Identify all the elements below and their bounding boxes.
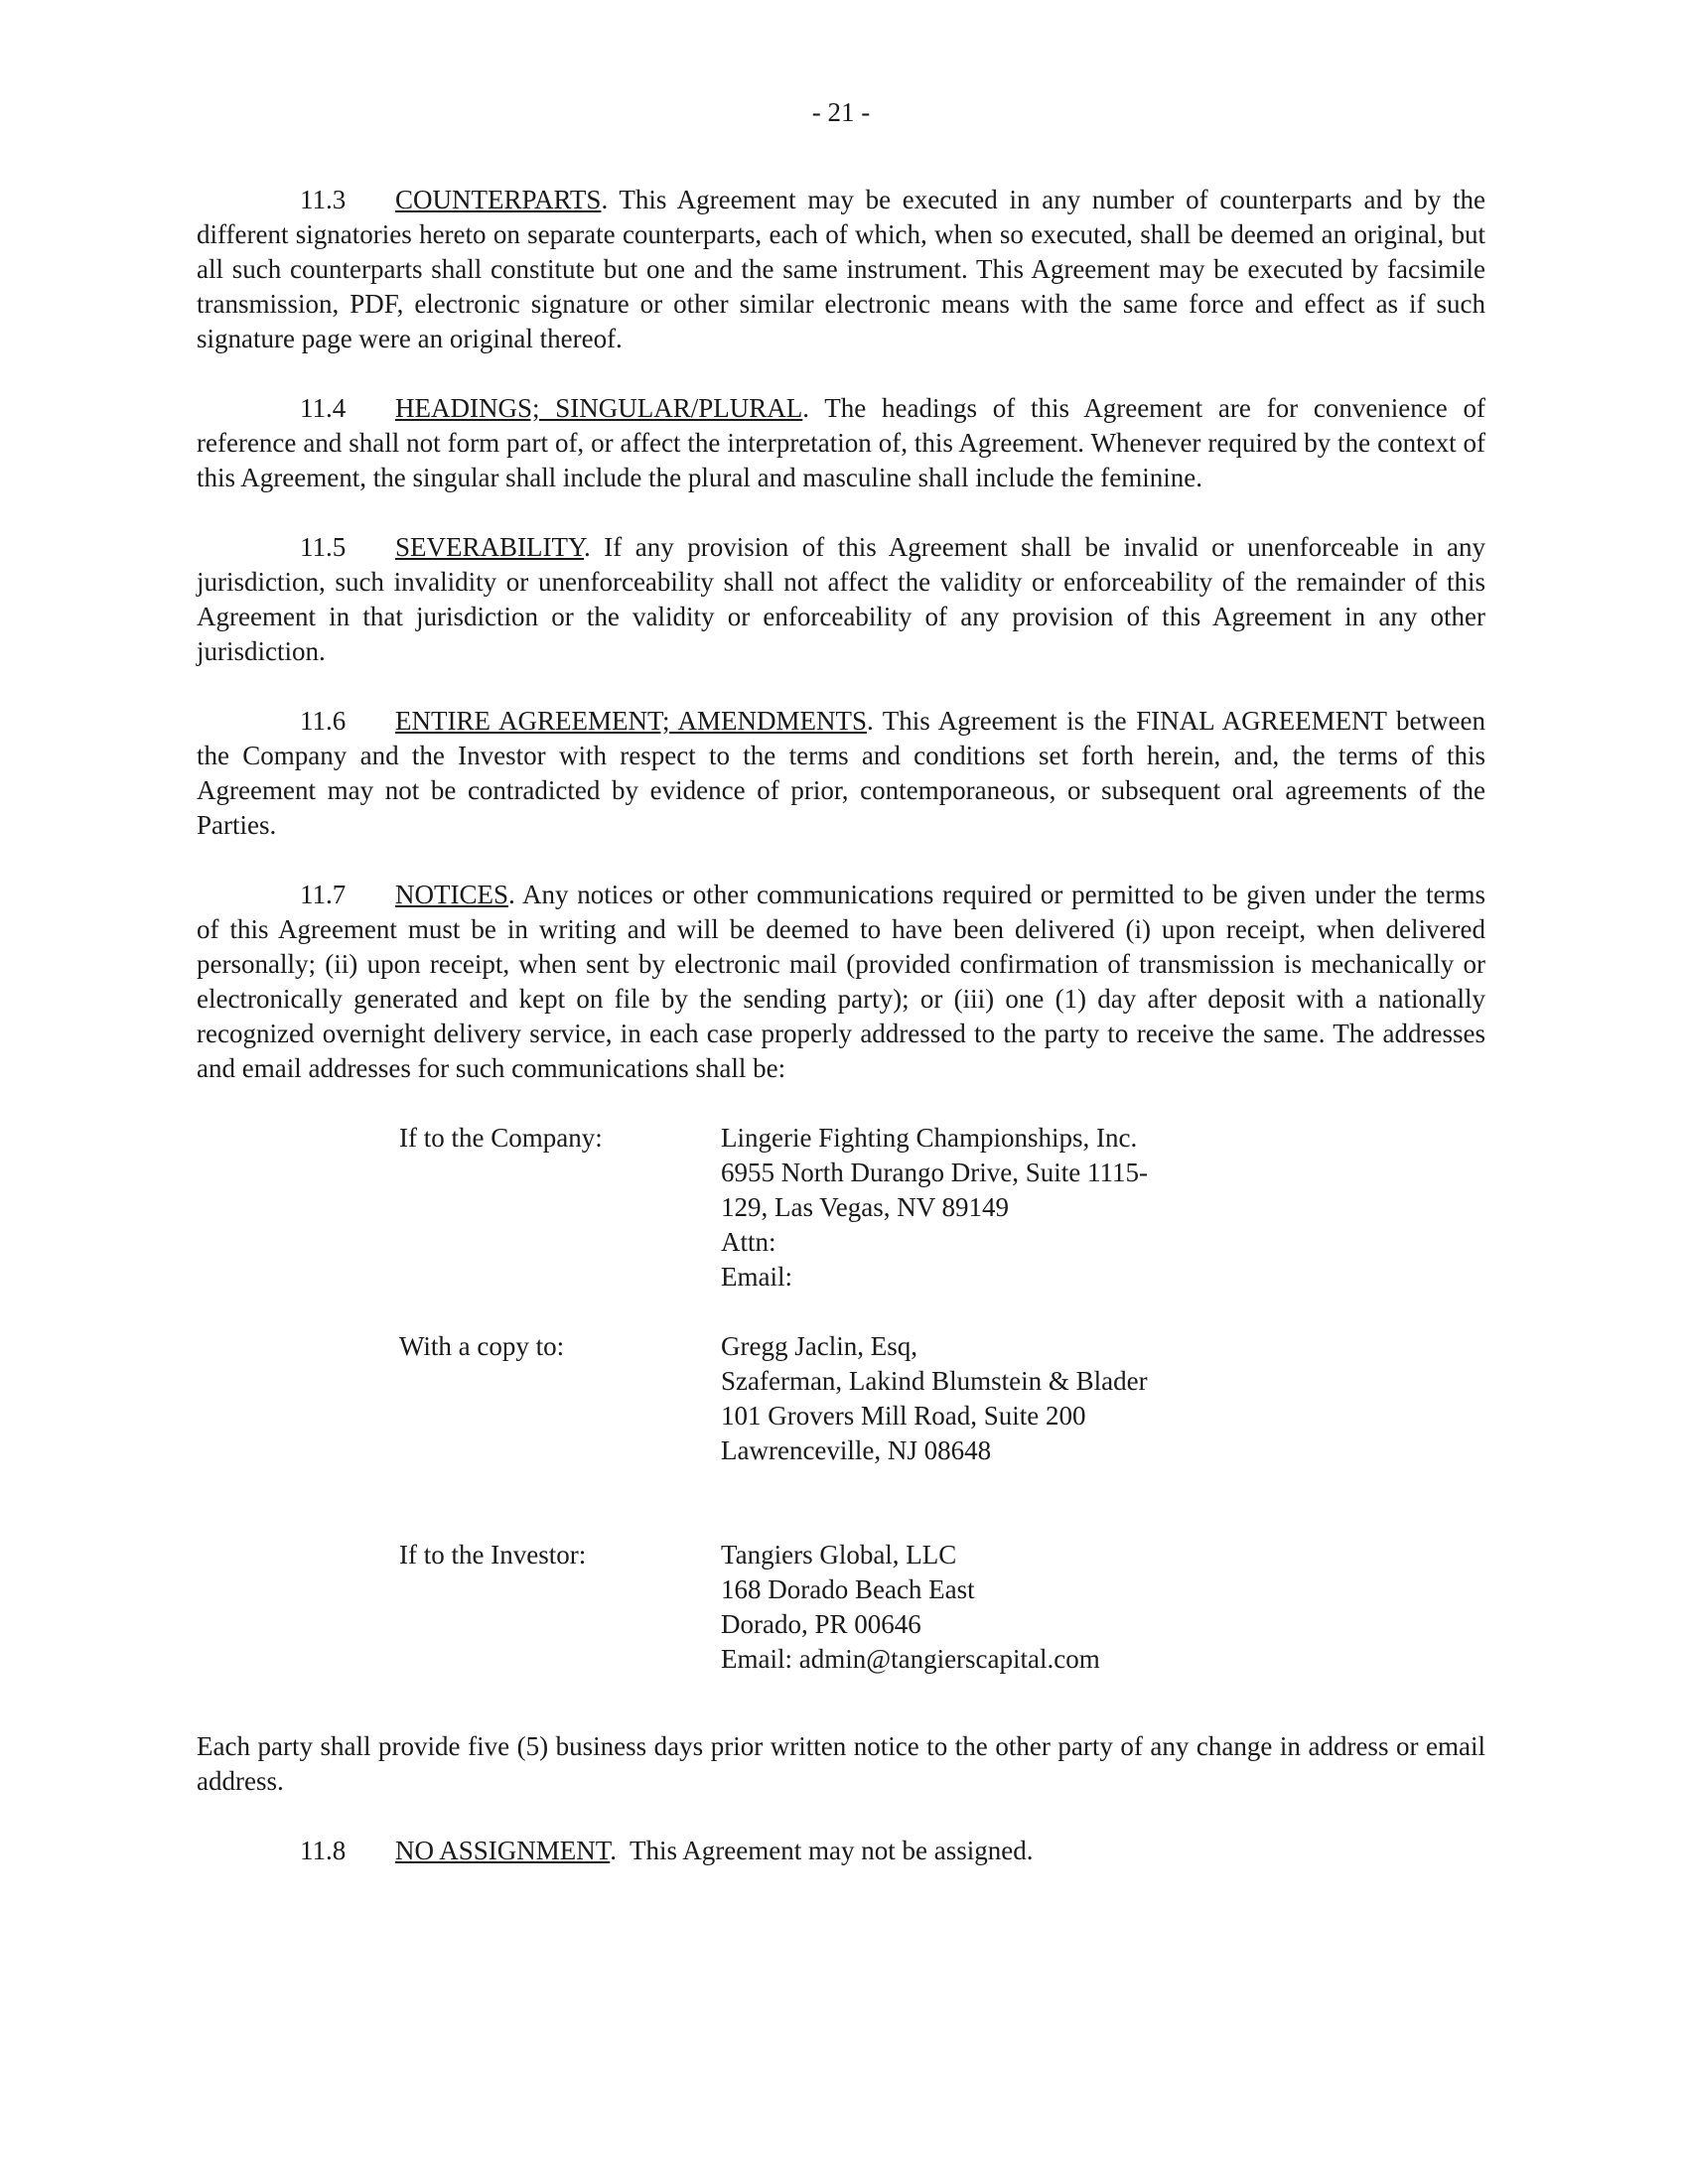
section-number: 11.8 [300,1836,347,1865]
address-line: 129, Las Vegas, NV 89149 [721,1192,1009,1222]
section-number: 11.7 [300,880,347,909]
section-text: . Any notices or other communications required or permitted to be given under the terms of this Agreement must be in writing and will be deemed to have been delivered (i) upon receipt, when delivered personally; (ii) upon receipt, when sent by electronic mail (provided confirmation of transmission is mechanically or electronically generated and kept on file by the sending party); or (iii) one (1) day after deposit with a nationally recognized overnight delivery service, in each case properly addressed to the party to receive the same. The addresses and email addresses for such communications shall be: [197,880,1485,1083]
address-investor [197,1538,1485,1677]
section-11-5 [197,530,1485,669]
section-heading: ENTIRE AGREEMENT; AMENDMENTS [395,706,867,736]
section-text: . If any provision of this Agreement shall be invalid or unenforceable in any jurisdiction, such invalidity or unenforceability shall not affect the validity or enforceability of the remainder of this Agreement in that jurisdiction or the validity or enforceability of any provision of this Agreement in any other jurisdiction. [197,532,1485,666]
section-11-3 [197,183,1485,356]
address-line: Email: [721,1262,792,1292]
section-11-7 [197,878,1485,1086]
notice-addresses [197,1121,1485,1677]
section-11-4 [197,391,1485,495]
address-line: Lingerie Fighting Championships, Inc. [721,1123,1138,1153]
address-line: Lawrenceville, NJ 08648 [721,1435,992,1465]
section-heading: NO ASSIGNMENT [395,1836,611,1865]
address-line: Szaferman, Lakind Blumstein & Blader [721,1366,1148,1396]
address-label: With a copy to: [399,1331,565,1361]
address-line: Email: admin@tangierscapital.com [721,1644,1100,1674]
address-label: If to the Company: [399,1123,603,1153]
address-line: Dorado, PR 00646 [721,1609,921,1639]
section-number: 11.6 [300,706,347,736]
section-number: 11.4 [300,393,347,423]
section-11-8 [197,1834,1485,1868]
address-lines [721,1121,1237,1295]
notice-change-paragraph: Each party shall provide five (5) business days prior written notice to the other party of any change in address or email address. [197,1731,1485,1796]
address-line: 6955 North Durango Drive, Suite 1115- [721,1158,1148,1187]
section-number: 11.5 [300,532,347,562]
address-copy [197,1329,1485,1468]
section-text: . This Agreement is the FINAL AGREEMENT between the Company and the Investor with respect to the terms and conditions set forth herein, and, the terms of this Agreement may not be contradicted by evidence of prior, contemporaneous, or subsequent oral agreements of the Parties. [197,706,1485,840]
section-heading: HEADINGS; SINGULAR/PLURAL [395,393,803,423]
section-number: 11.3 [300,185,347,214]
address-line: Tangiers Global, LLC [721,1540,957,1570]
address-line: 168 Dorado Beach East [721,1574,975,1604]
document-page [197,95,1485,1903]
address-line: Attn: [721,1227,776,1257]
address-label: If to the Investor: [399,1540,587,1570]
page-number: - 21 - [811,97,871,127]
address-company [197,1121,1485,1295]
section-text: . The headings of this Agreement are for convenience of reference and shall not form part of, or affect the interpretation of, this Agreement. Whenever required by the context of this Agreement, the singular shall include the plural and masculine shall include the feminine. [197,393,1485,492]
section-text: . This Agreement may be executed in any number of counterparts and by the different signatories hereto on separate counterparts, each of which, when so executed, shall be deemed an original, but all such counterparts shall constitute but one and the same instrument. This Agreement may be executed by facsimile transmission, PDF, electronic signature or other similar electronic means with the same force and effect as if such signature page were an original thereof. [197,185,1485,353]
section-text: . This Agreement may not be assigned. [610,1836,1034,1865]
address-lines [721,1538,1237,1677]
address-line: 101 Grovers Mill Road, Suite 200 [721,1401,1086,1431]
section-heading: COUNTERPARTS [395,185,602,214]
address-lines [721,1329,1237,1468]
section-heading: SEVERABILITY [395,532,585,562]
section-heading: NOTICES [395,880,508,909]
address-line: Gregg Jaclin, Esq, [721,1331,917,1361]
section-11-6 [197,704,1485,843]
